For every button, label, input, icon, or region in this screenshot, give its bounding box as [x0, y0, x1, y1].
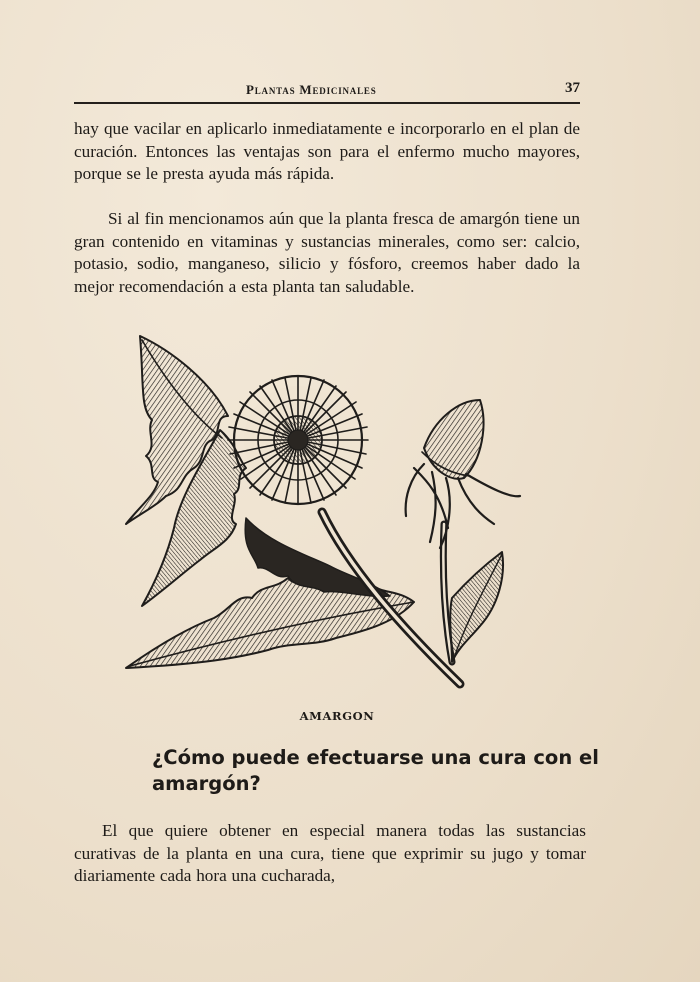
running-title: Plantas Medicinales [246, 82, 377, 97]
running-header [74, 78, 580, 102]
body-paragraph-3: El que quiere obtener en especial manera todas las sustancias curativas de la planta en una cura, tiene que exprimir su jugo y tomar diariamente cada hora una cucharada, [74, 821, 586, 885]
body-paragraph-1: hay que vacilar en aplicarlo inmediatamente e incorporarlo en el plan de curación. Entonces las ventajas son para el enfermo mucho mayores, porque se le presta ayuda más rápida. [74, 119, 580, 183]
figure-caption: AMARGON [299, 709, 375, 723]
page-number: 37 [565, 80, 580, 96]
section-heading: ¿Cómo puede efectuarse una cura con el amargón? [152, 746, 599, 795]
body-paragraph-2: Si al fin mencionamos aún que la planta fresca de amargón tiene un gran contenido en vitaminas y sustancias minerales, como ser: calcio, potasio, sodio, manganeso, silicio y fósforo, creemos haber dado la mejor recomendación a esta planta tan saludable. [74, 209, 580, 296]
header-rule [74, 102, 580, 104]
dandelion-illustration [118, 328, 534, 700]
